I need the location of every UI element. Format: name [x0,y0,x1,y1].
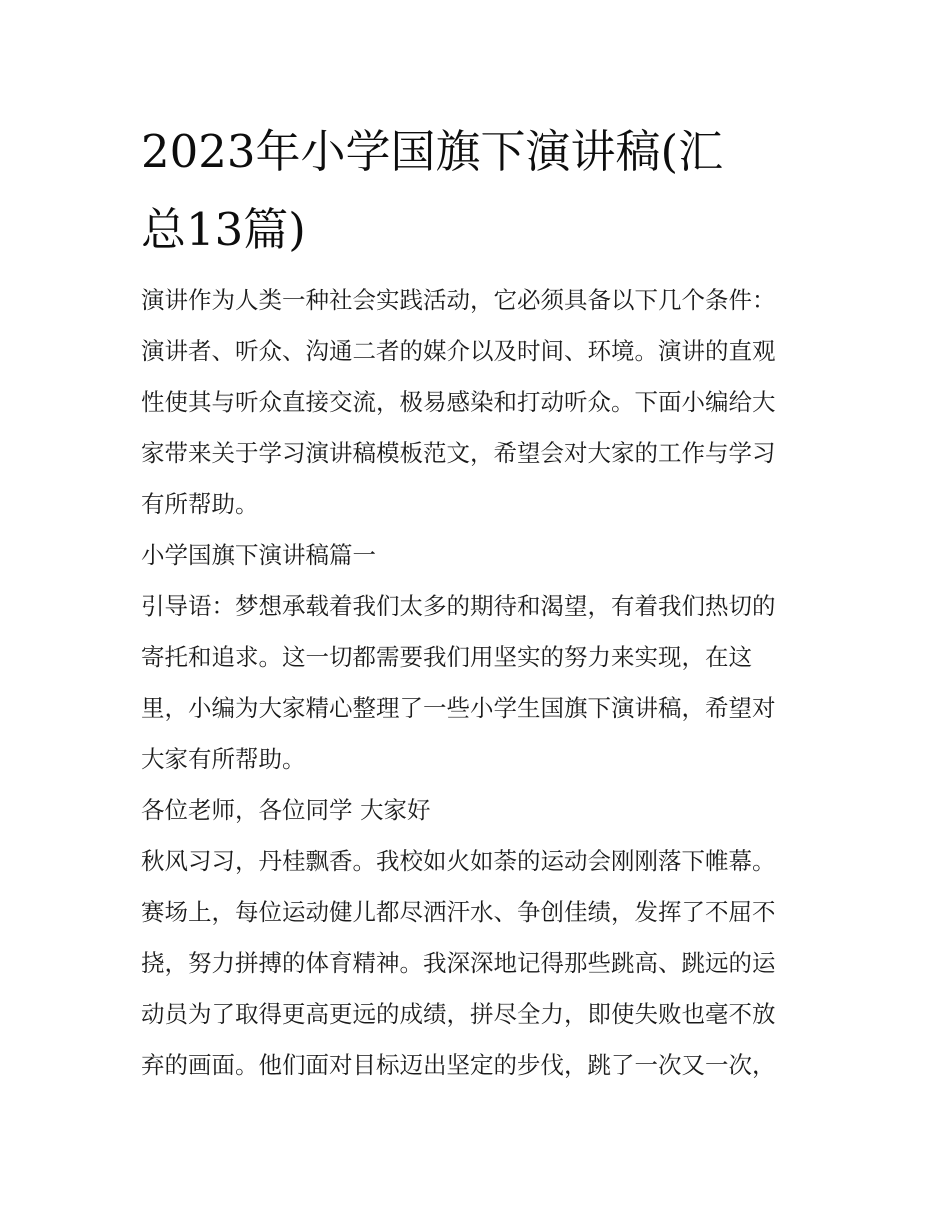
text-line: 秋风习习，丹桂飘香。我校如火如荼的运动会刚刚落下帷幕。 [141,847,776,875]
text-line: 有所帮助。 [141,490,259,518]
title-line: 总13篇) [141,203,306,256]
lead-paragraph [141,581,821,785]
text-line: 动员为了取得更高更远的成绩，拼尽全力，即使失败也毫不放 [141,1000,776,1028]
greeting-paragraph [141,785,821,836]
section-heading [141,530,821,581]
title-line: 2023年小学国旗下演讲稿(汇 [141,125,724,178]
body-paragraph [141,836,821,1091]
text-line: 小学国旗下演讲稿篇一 [141,541,376,569]
text-line: 性使其与听众直接交流，极易感染和打动听众。下面小编给大 [141,388,776,416]
text-line: 演讲作为人类一种社会实践活动，它必须具备以下几个条件： [141,286,776,314]
text-line: 挠，努力拼搏的体育精神。我深深地记得那些跳高、跳远的运 [141,949,776,977]
text-line: 大家有所帮助。 [141,745,306,773]
intro-paragraph [141,275,821,530]
text-line: 赛场上，每位运动健儿都尽洒汗水、争创佳绩，发挥了不屈不 [141,898,776,926]
text-line: 家带来关于学习演讲稿模板范文，希望会对大家的工作与学习 [141,439,776,467]
text-line: 引导语：梦想承载着我们太多的期待和渴望，有着我们热切的 [141,592,776,620]
document-title [141,113,821,269]
text-line: 弃的画面。他们面对目标迈出坚定的步伐，跳了一次又一次， [141,1051,776,1079]
text-line: 寄托和追求。这一切都需要我们用坚实的努力来实现，在这 [141,643,752,671]
text-line: 里，小编为大家精心整理了一些小学生国旗下演讲稿，希望对 [141,694,776,722]
text-line: 演讲者、听众、沟通二者的媒介以及时间、环境。演讲的直观 [141,337,776,365]
text-line: 各位老师，各位同学 大家好 [141,796,431,824]
document-body [141,275,821,1091]
